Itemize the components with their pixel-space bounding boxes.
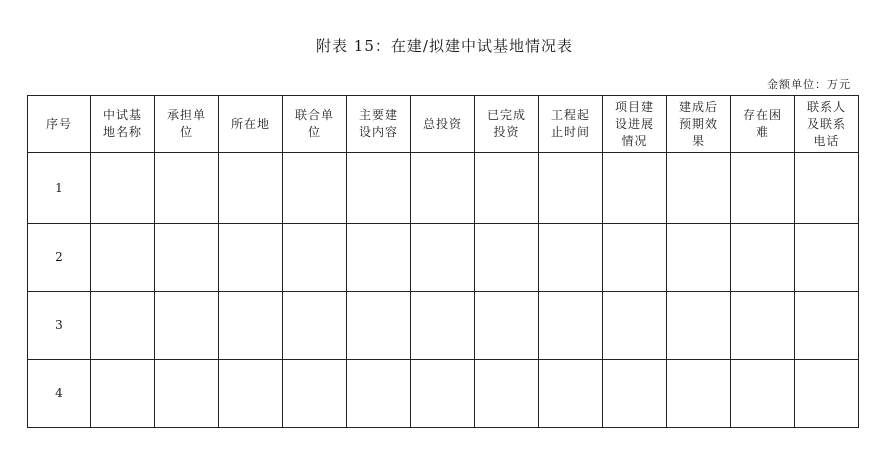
column-header-expected-effect: 建成后预期效果 bbox=[667, 96, 731, 153]
row-index-cell: 3 bbox=[28, 292, 91, 360]
table-cell[interactable] bbox=[603, 153, 667, 224]
table-cell[interactable] bbox=[475, 360, 539, 428]
table-cell[interactable] bbox=[155, 292, 219, 360]
column-header-main-content: 主要建设内容 bbox=[347, 96, 411, 153]
document-title: 附表 15：在建/拟建中试基地情况表 bbox=[316, 37, 573, 55]
table-cell[interactable] bbox=[539, 292, 603, 360]
table-cell[interactable] bbox=[283, 292, 347, 360]
row-index-cell: 4 bbox=[28, 360, 91, 428]
table-cell[interactable] bbox=[475, 224, 539, 292]
table-cell[interactable] bbox=[667, 292, 731, 360]
table-row bbox=[28, 224, 859, 292]
table-cell[interactable] bbox=[731, 153, 795, 224]
column-header-progress: 项目建设进展情况 bbox=[603, 96, 667, 153]
table-cell[interactable] bbox=[283, 360, 347, 428]
table-cell[interactable] bbox=[347, 360, 411, 428]
table-cell[interactable] bbox=[667, 224, 731, 292]
table-cell[interactable] bbox=[475, 153, 539, 224]
column-header-completed-investment: 已完成投资 bbox=[475, 96, 539, 153]
table-row bbox=[28, 360, 859, 428]
table-cell[interactable] bbox=[91, 153, 155, 224]
amount-unit-note: 金额单位：万元 bbox=[767, 78, 851, 91]
table-cell[interactable] bbox=[219, 292, 283, 360]
table-cell[interactable] bbox=[411, 292, 475, 360]
row-index-cell: 1 bbox=[28, 153, 91, 224]
table-cell[interactable] bbox=[283, 224, 347, 292]
table-cell[interactable] bbox=[411, 224, 475, 292]
table-cell[interactable] bbox=[91, 224, 155, 292]
table-cell[interactable] bbox=[731, 292, 795, 360]
table-cell[interactable] bbox=[795, 153, 859, 224]
column-header-location: 所在地 bbox=[219, 96, 283, 153]
table-cell[interactable] bbox=[91, 292, 155, 360]
table-cell[interactable] bbox=[539, 153, 603, 224]
column-header-total-investment: 总投资 bbox=[411, 96, 475, 153]
table-cell[interactable] bbox=[219, 360, 283, 428]
table-cell[interactable] bbox=[475, 292, 539, 360]
table-header-row bbox=[28, 96, 859, 153]
table-cell[interactable] bbox=[155, 360, 219, 428]
table-cell[interactable] bbox=[411, 153, 475, 224]
table-cell[interactable] bbox=[411, 360, 475, 428]
table-cell[interactable] bbox=[731, 360, 795, 428]
table-row bbox=[28, 292, 859, 360]
table-cell[interactable] bbox=[347, 292, 411, 360]
table-cell[interactable] bbox=[91, 360, 155, 428]
table-cell[interactable] bbox=[795, 360, 859, 428]
table-cell[interactable] bbox=[795, 224, 859, 292]
table-cell[interactable] bbox=[603, 360, 667, 428]
table-cell[interactable] bbox=[539, 360, 603, 428]
column-header-lead-unit: 承担单位 bbox=[155, 96, 219, 153]
table-cell[interactable] bbox=[667, 153, 731, 224]
table-cell[interactable] bbox=[347, 153, 411, 224]
column-header-construction-period: 工程起止时间 bbox=[539, 96, 603, 153]
table-cell[interactable] bbox=[155, 224, 219, 292]
column-header-difficulties: 存在困难 bbox=[731, 96, 795, 153]
table-cell[interactable] bbox=[795, 292, 859, 360]
column-header-partner-unit: 联合单位 bbox=[283, 96, 347, 153]
column-header-index: 序号 bbox=[28, 96, 91, 153]
table-cell[interactable] bbox=[219, 153, 283, 224]
row-index-cell: 2 bbox=[28, 224, 91, 292]
table-row bbox=[28, 153, 859, 224]
table-cell[interactable] bbox=[603, 224, 667, 292]
table-cell[interactable] bbox=[667, 360, 731, 428]
table-cell[interactable] bbox=[603, 292, 667, 360]
table-cell[interactable] bbox=[539, 224, 603, 292]
table-cell[interactable] bbox=[155, 153, 219, 224]
table-cell[interactable] bbox=[347, 224, 411, 292]
survey-table bbox=[27, 95, 859, 428]
column-header-base-name: 中试基地名称 bbox=[91, 96, 155, 153]
table-cell[interactable] bbox=[219, 224, 283, 292]
column-header-contact: 联系人及联系电话 bbox=[795, 96, 859, 153]
table-cell[interactable] bbox=[283, 153, 347, 224]
table-cell[interactable] bbox=[731, 224, 795, 292]
